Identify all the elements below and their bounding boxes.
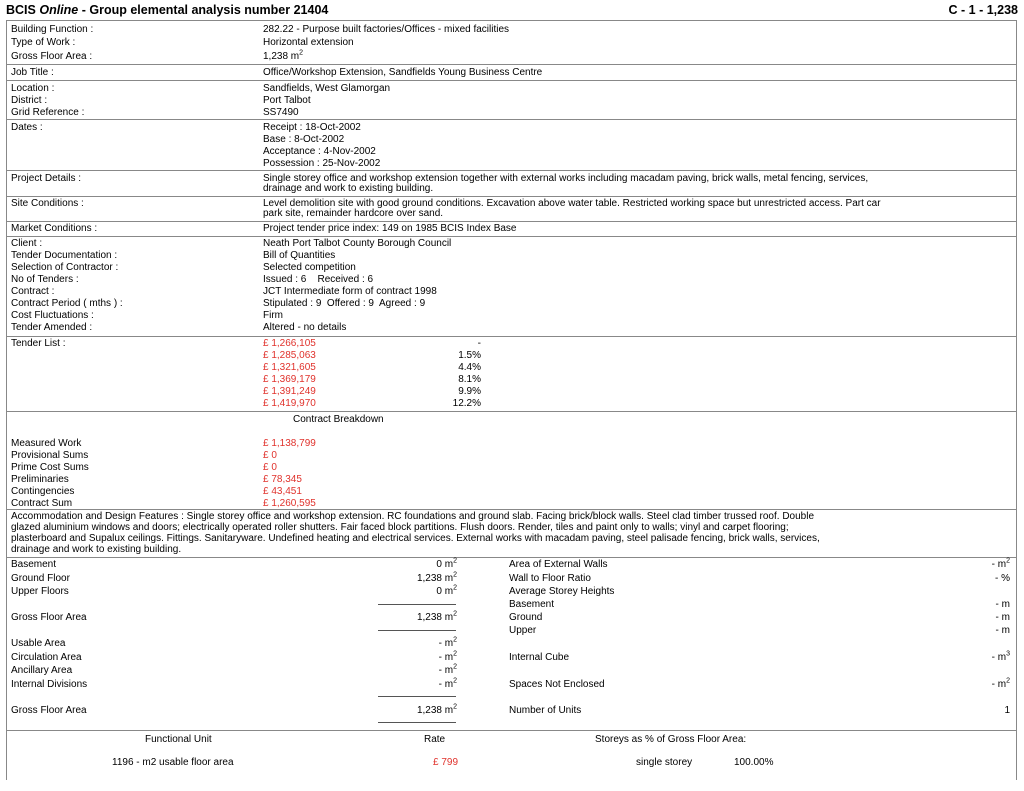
contract-period-value: Stipulated : 9 Offered : 9 Agreed : 9 [263, 298, 426, 309]
sh-basement-label: Basement [509, 599, 555, 610]
grid-ref-label: Grid Reference : [11, 107, 85, 118]
basement-area-value: 0 $m^2$ [436, 557, 457, 570]
external-walls-label: Area of External Walls [509, 559, 608, 570]
contract-breakdown-title: Contract Breakdown [293, 414, 384, 425]
contract-sum-value: £ 1,260,595 [263, 498, 316, 509]
location-value: Sandfields, West Glamorgan [263, 83, 391, 94]
upper-floors-label: Upper Floors [11, 586, 69, 597]
receipt-date: Receipt : 18-Oct-2002 [263, 122, 361, 133]
acceptance-date: Acceptance : 4-Nov-2002 [263, 146, 376, 157]
contract-sum-label: Contract Sum [11, 498, 73, 509]
sh-ground-value: - m [995, 612, 1010, 623]
wall-floor-ratio-value: - % [995, 573, 1010, 584]
market-conditions-label: Market Conditions : [11, 223, 98, 234]
gfa-value: 1,238 $m^2$ [263, 49, 304, 62]
job-title-value: Office/Workshop Extension, Sandfields Young Business Centre [263, 67, 543, 78]
tender-amount: £ 1,321,605 [263, 362, 316, 373]
building-function-label: Building Function : [11, 24, 94, 35]
tender-amount: £ 1,369,179 [263, 374, 316, 385]
market-conditions-section [7, 222, 1016, 237]
provisional-sums-value: £ 0 [263, 450, 277, 461]
report-header [6, 2, 1018, 18]
gfa-label: Gross Floor Area : [11, 51, 93, 62]
gfa-subtotal-label: Gross Floor Area [11, 612, 87, 623]
report-title: BCIS Online - Group elemental analysis number 21404 [6, 3, 329, 17]
cost-fluctuations-value: Firm [263, 310, 283, 321]
tender-pct: 12.2% [452, 398, 481, 409]
measured-work-label: Measured Work [11, 438, 82, 449]
ground-floor-value: 1,238 $m^2$ [416, 571, 457, 584]
tender-pct: 9.9% [458, 386, 481, 397]
usable-area-label: Usable Area [11, 638, 66, 649]
grid-ref-value: SS7490 [263, 107, 299, 118]
market-conditions-value: Project tender price index: 149 on 1985 BCIS Index Base [263, 223, 517, 234]
internal-divisions-value: - $m^2$ [438, 677, 457, 690]
ancillary-area-value: - $m^2$ [438, 663, 457, 676]
tender-amount: £ 1,419,970 [263, 398, 316, 409]
possession-date: Possession : 25-Nov-2002 [263, 158, 381, 169]
type-of-work-label: Type of Work : [11, 37, 76, 48]
accommodation-line-4: drainage and work to existing building. [11, 544, 182, 555]
preliminaries-label: Preliminaries [11, 474, 69, 485]
sh-upper-value: - m [995, 625, 1010, 636]
storeys-header: Storeys as % of Gross Floor Area: [595, 734, 747, 745]
dates-section [7, 120, 1016, 171]
site-conditions-line-1: Level demolition site with good ground conditions. Excavation above water table. Restricted working space but unrestricted access. Part car [263, 198, 881, 209]
circulation-area-value: - $m^2$ [438, 650, 457, 663]
contract-period-label: Contract Period ( mths ) : [11, 298, 123, 309]
report-code: C - 1 - 1,238 [948, 3, 1018, 17]
tender-pct: - [477, 338, 481, 349]
tender-pct: 1.5% [458, 350, 481, 361]
functional-unit-section [7, 731, 1016, 791]
tender-list-section [7, 337, 1016, 412]
contingencies-value: £ 43,451 [263, 486, 302, 497]
number-of-units-value: 1 [1004, 705, 1010, 716]
gfa-subtotal-value: 1,238 $m^2$ [416, 610, 457, 623]
tender-amount: £ 1,266,105 [263, 338, 316, 349]
accommodation-line-2: glazed aluminium windows and doors; electrically operated roller shutters. Fair faced block partitions. Flush doors. Render, tiles and paint only to walls; vinyl and carpet flooring; [11, 522, 789, 533]
client-section [7, 237, 1016, 337]
client-value: Neath Port Talbot County Borough Council [263, 238, 452, 249]
spaces-not-enclosed-label: Spaces Not Enclosed [509, 679, 605, 690]
tender-pct: 4.4% [458, 362, 481, 373]
functional-unit-header: Functional Unit [145, 734, 212, 745]
accommodation-section [7, 510, 1016, 558]
type-of-work-value: Horizontal extension [263, 37, 354, 48]
subtotal-rule [378, 604, 456, 605]
storey-type-pct: 100.00% [734, 757, 774, 768]
no-of-tenders-label: No of Tenders : [11, 274, 79, 285]
site-conditions-section [7, 197, 1016, 222]
project-details-section [7, 171, 1016, 197]
client-label: Client : [11, 238, 43, 249]
contract-label: Contract : [11, 286, 55, 297]
analysis-sheet [6, 20, 1017, 780]
tender-amount: £ 1,391,249 [263, 386, 316, 397]
sh-ground-label: Ground [509, 612, 543, 623]
upper-floors-value: 0 $m^2$ [436, 584, 457, 597]
job-title-section [7, 65, 1016, 81]
internal-divisions-label: Internal Divisions [11, 679, 88, 690]
sh-basement-value: - m [995, 599, 1010, 610]
sh-upper-label: Upper [509, 625, 537, 636]
measured-work-value: £ 1,138,799 [263, 438, 316, 449]
circulation-area-label: Circulation Area [11, 652, 82, 663]
storey-heights-label: Average Storey Heights [509, 586, 615, 597]
no-of-tenders-value: Issued : 6 Received : 6 [263, 274, 374, 285]
building-function-value: 282.22 - Purpose built factories/Offices - mixed facilities [263, 24, 510, 35]
usable-area-value: - $m^2$ [438, 636, 457, 649]
base-date: Base : 8-Oct-2002 [263, 134, 345, 145]
ground-floor-label: Ground Floor [11, 573, 70, 584]
tender-pct: 8.1% [458, 374, 481, 385]
prime-cost-value: £ 0 [263, 462, 277, 473]
basement-area-label: Basement [11, 559, 57, 570]
site-conditions-line-2: park site, remainder hardcore over sand. [263, 208, 444, 219]
selection-value: Selected competition [263, 262, 356, 273]
district-value: Port Talbot [263, 95, 311, 106]
selection-label: Selection of Contractor : [11, 262, 119, 273]
building-info-section [7, 21, 1016, 65]
district-label: District : [11, 95, 48, 106]
contract-value: JCT Intermediate form of contract 1998 [263, 286, 437, 297]
project-details-label: Project Details : [11, 173, 82, 184]
cost-fluctuations-label: Cost Fluctuations : [11, 310, 94, 321]
tender-doc-value: Bill of Quantities [263, 250, 336, 261]
gfa-total-label: Gross Floor Area [11, 705, 87, 716]
project-details-line-2: drainage and work to existing building. [263, 183, 434, 194]
dates-label: Dates : [11, 122, 43, 133]
provisional-sums-label: Provisional Sums [11, 450, 89, 461]
gfa-total-value: 1,238 $m^2$ [416, 703, 457, 716]
internal-cube-value: - $m^3$ [991, 650, 1010, 663]
contract-breakdown-section [7, 412, 1016, 510]
accommodation-line-3: plasterboard and Supalux ceilings. Fittings. Sanitaryware. Undefined heating and electrical services. External works with macadam paving, steel palisade fencing, brick walls, services, [11, 533, 820, 544]
location-label: Location : [11, 83, 55, 94]
contingencies-label: Contingencies [11, 486, 75, 497]
accommodation-line-1: Accommodation and Design Features : Single storey office and workshop extension. RC foundations and ground slab. Facing brick/block walls. Steel clad timber trussed roof. Double [11, 511, 815, 522]
subtotal-rule [378, 722, 456, 723]
prime-cost-label: Prime Cost Sums [11, 462, 89, 473]
tender-doc-label: Tender Documentation : [11, 250, 118, 261]
functional-unit-value: 1196 - m2 usable floor area [112, 757, 234, 768]
preliminaries-value: £ 78,345 [263, 474, 302, 485]
rate-header: Rate [424, 734, 446, 745]
subtotal-rule [378, 630, 456, 631]
rate-value: £ 799 [433, 757, 459, 768]
ancillary-area-label: Ancillary Area [11, 665, 73, 676]
project-details-line-1: Single storey office and workshop extension together with external works including macadam paving, brick walls, metal fencing, services, [263, 173, 869, 184]
areas-section [7, 558, 1016, 731]
site-conditions-label: Site Conditions : [11, 198, 84, 209]
internal-cube-label: Internal Cube [509, 652, 570, 663]
location-section [7, 81, 1016, 120]
tender-list-label: Tender List : [11, 338, 66, 349]
tender-amended-label: Tender Amended : [11, 322, 93, 333]
tender-amended-value: Altered - no details [263, 322, 347, 333]
subtotal-rule [378, 696, 456, 697]
wall-floor-ratio-label: Wall to Floor Ratio [509, 573, 591, 584]
storey-type-label: single storey [636, 757, 693, 768]
spaces-not-enclosed-value: - $m^2$ [991, 677, 1010, 690]
tender-amount: £ 1,285,063 [263, 350, 316, 361]
job-title-label: Job Title : [11, 67, 54, 78]
number-of-units-label: Number of Units [509, 705, 582, 716]
external-walls-value: - $m^2$ [991, 557, 1010, 570]
